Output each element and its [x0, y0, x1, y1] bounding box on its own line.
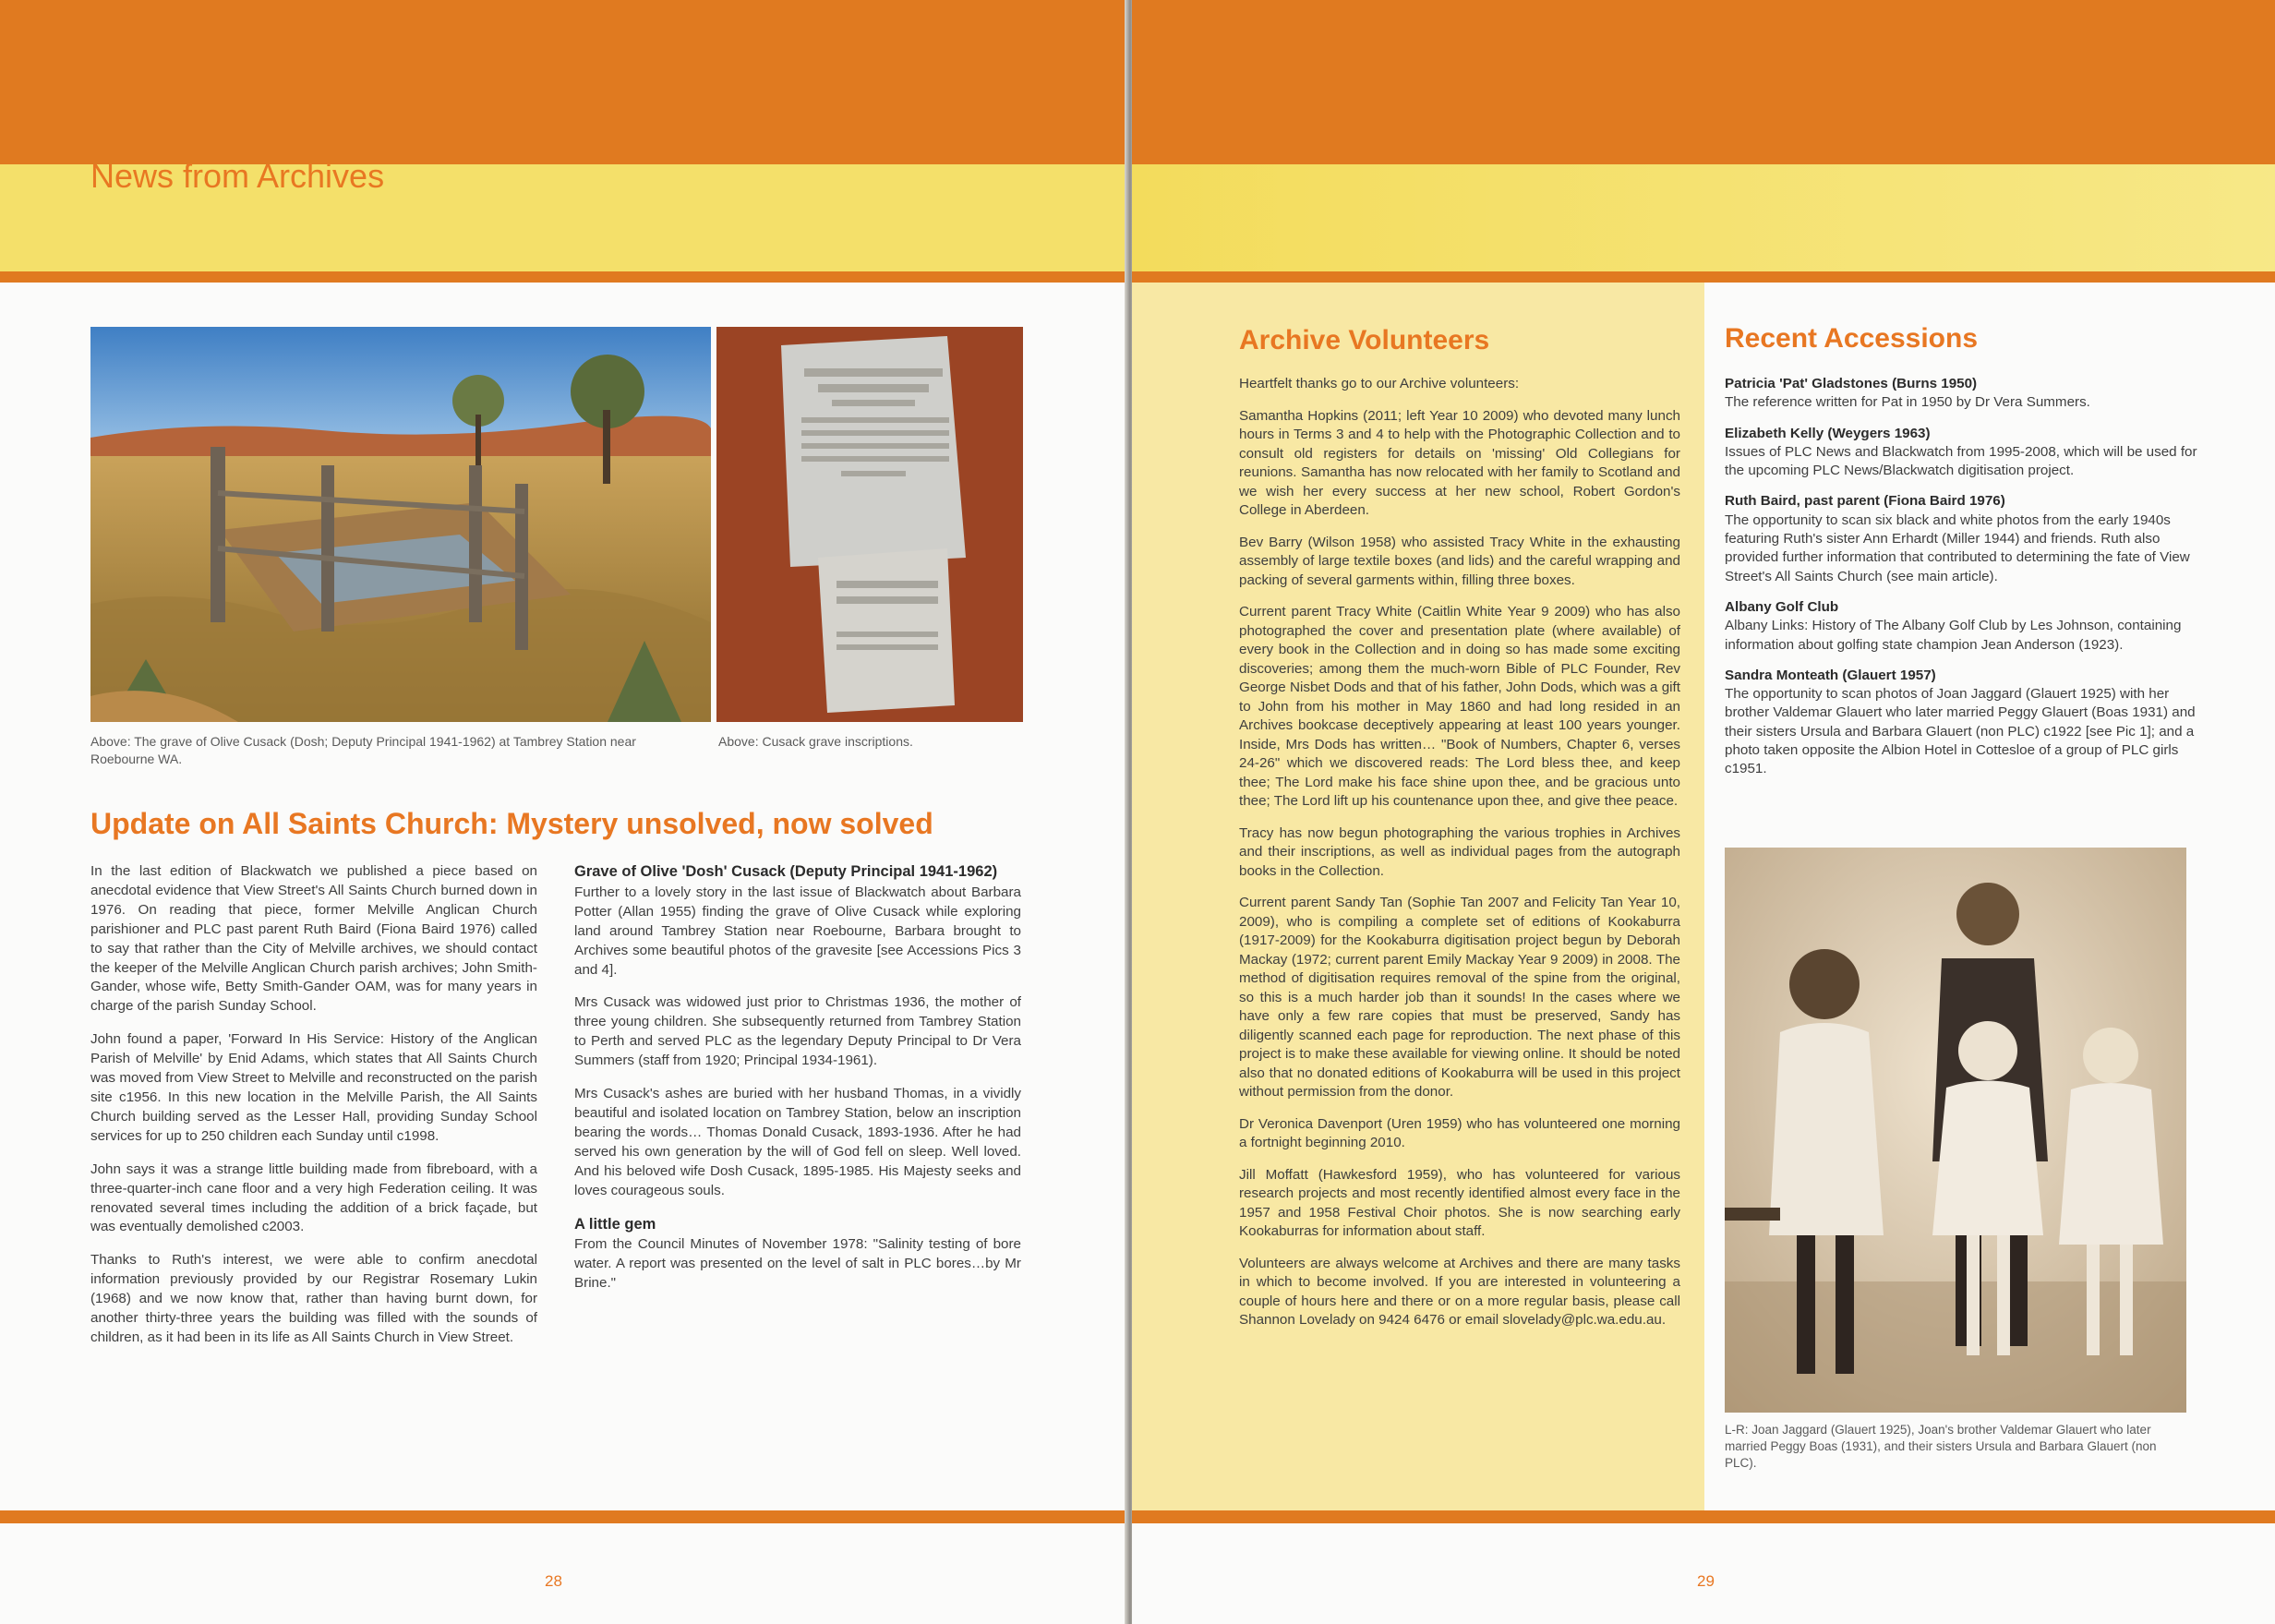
little-gem-heading: A little gem — [574, 1215, 656, 1233]
page-header-title: News from Archives — [90, 157, 385, 195]
volunteers-column — [1239, 375, 1680, 1343]
header-orange-band — [0, 0, 1128, 164]
accession-name: Ruth Baird, past parent (Fiona Baird 1976) — [1725, 493, 2005, 510]
accession-text: Albany Links: History of The Albany Golf Club by Les Johnson, containing information about golfing state champion Jean Anderson (1923). — [1725, 618, 2182, 653]
paragraph: In the last edition of Blackwatch we published a piece based on anecdotal evidence that View Street's All Saints Church burned down in 1976. On reading that piece, former Melville Anglican Church parishioner and PLC past parent Ruth Baird (Fiona Baird 1976) called to say that rather than the City of Melville archives, we should contact the keeper of the Melville Anglican Church parish archives; John Smith-Gander, whose wife, Betty Smith-Gander OAM, was for many years in charge of the parish Sunday School. — [90, 863, 537, 1015]
accession-name: Elizabeth Kelly (Weygers 1963) — [1725, 425, 1931, 441]
volunteer-entry: Current parent Tracy White (Caitlin White Year 9 2009) who has also photographed the cover and presentation plate (where available) of every book in the Collection and in doing so has made some exciting discoveries; among them the much-worn Bible of PLC Founder, Rev George Nisbet Dods and that of his father, John Dods, which was a gift to John from his mother in May 1860 and had long resided in an Archives bookcase deceptively appearing at least 100 years younger. Inside, Mrs Dods has written… "Book of Numbers, Chapter 6, verses 24-26" which we discovered reads: The Lord bless thee, and keep thee; The Lord make his face shine upon thee, and be gracious unto thee; The Lord lift up his countenance upon thee, and give thee peace. — [1239, 604, 1680, 809]
grave-inscription-photo — [716, 327, 1023, 722]
accession-name: Albany Golf Club — [1725, 598, 1839, 615]
volunteer-entry: Jill Moffatt (Hawkesford 1959), who has volunteered for various research projects and most recently identified almost every face in the 1957 and 1958 Festival Choir photos. She is now searching early Kookaburras for information about staff. — [1239, 1166, 1680, 1239]
section-title-all-saints: Update on All Saints Church: Mystery unsolved, now solved — [90, 807, 933, 840]
archive-volunteers-title: Archive Volunteers — [1239, 325, 1490, 355]
glauert-children-photo — [1725, 848, 2186, 1413]
accession-name: Patricia 'Pat' Gladstones (Burns 1950) — [1725, 376, 1978, 391]
footer-rule — [0, 1510, 1128, 1523]
volunteer-entry: Samantha Hopkins (2011; left Year 10 2009) who devoted many lunch hours in Terms 3 and 4 to help with the Photographic Collection and to consult old registers for details on 'missing' Old Collegians for reunions. Samantha has now relocated with her family to Scotland and we wish her every success at her new school, Robert Gordon's College in Aberdeen. — [1239, 407, 1680, 518]
accession-name: Sandra Monteath (Glauert 1957) — [1725, 667, 1936, 683]
glauert-photo-caption: L-R: Joan Jaggard (Glauert 1925), Joan's brother Valdemar Glauert who later married Peggy Boas (1931), and their sisters Ursula and Barbara Glauert (non PLC). — [1725, 1423, 2157, 1470]
accession-item — [1725, 667, 2205, 779]
right-page — [1132, 0, 2275, 1624]
grave-heading: Grave of Olive 'Dosh' Cusack (Deputy Principal 1941-1962) — [574, 863, 998, 880]
page-number: 29 — [1697, 1572, 1715, 1590]
paragraph: Further to a lovely story in the last issue of Blackwatch about Barbara Potter (Allan 1955) finding the grave of Olive Cusack while exploring land around Tambrey Station near Roebourne, Barbara brought to Archives some beautiful photos of the gravesite [see Accessions Pics 3 and 4]. — [574, 884, 1021, 978]
accession-item — [1725, 375, 2205, 413]
paragraph: Mrs Cusack's ashes are buried with her husband Thomas, in a vividly beautiful and isolated location on Tambrey Station, below an inscription bearing the words… Thomas Donald Cusack, 1893-1936. After he had served his own generation by the will of God fell on sleep. Well loved. And his beloved wife Dosh Cusack, 1895-1985. His Majesty seeks and loves courageous souls. — [574, 1086, 1021, 1198]
accession-text: The opportunity to scan photos of Joan Jaggard (Glauert 1925) with her brother Valdemar Glauert who later married Peggy Glauert (Boas 1931) and their sisters Ursula and Barbara Glauert (non PLC) c1922 [see Pic 1]; and a photo taken opposite the Albion Hotel in Cottesloe of a group of PLC girls c1951. — [1725, 686, 2196, 777]
header-rule — [0, 271, 1128, 283]
header-orange-band — [1132, 0, 2275, 164]
article-column-1 — [90, 862, 537, 1362]
accessions-column — [1725, 375, 2205, 791]
accession-item — [1725, 425, 2205, 481]
volunteer-entry: Dr Veronica Davenport (Uren 1959) who has volunteered one morning a fortnight beginning 2010. — [1239, 1115, 1680, 1150]
header-yellow-band — [1132, 164, 2275, 271]
left-page — [0, 0, 1128, 1624]
grave-landscape-photo — [90, 327, 711, 722]
volunteer-entry: Tracy has now begun photographing the various trophies in Archives and their inscriptions, as well as individual pages from the autograph books in the Collection. — [1239, 824, 1680, 879]
header-rule — [1132, 271, 2275, 283]
paragraph: John found a paper, 'Forward In His Service: History of the Anglican Parish of Melville' by Enid Adams, which states that All Saints Church was moved from View Street to Melville and reconstructed on the parish site c1956. In this new location in the Melville Parish, the All Saints Church building served as the Lesser Hall, providing Sunday School services for up to 250 children each Sunday until c1998. — [90, 1031, 537, 1144]
recent-accessions-title: Recent Accessions — [1725, 323, 1979, 354]
grave-landscape-caption: Above: The grave of Olive Cusack (Dosh; Deputy Principal 1941-1962) at Tambrey Station near Roebourne WA. — [90, 734, 636, 766]
footer-rule — [1132, 1510, 2275, 1523]
volunteer-entry: Volunteers are always welcome at Archives and there are many tasks in which to become involved. If you are interested in volunteering a couple of hours here and there or on a more regular basis, please call Shannon Lovelady on 9424 6476 or email slovelady@plc.wa.edu.au. — [1239, 1255, 1680, 1328]
accession-item — [1725, 492, 2205, 585]
accession-text: The reference written for Pat in 1950 by Dr Vera Summers. — [1725, 394, 2090, 411]
accession-text: The opportunity to scan six black and white photos from the early 1940s featuring Ruth's sister Ann Erhardt (Miller 1944) and friends. Ruth also provided further information that contributed to determining the fate of View Street's All Saints Church (see main article). — [1725, 511, 2190, 584]
paragraph: John says it was a strange little building made from fibreboard, with a three-quarter-inch cane floor and a very high Federation ceiling. It was renovated several times including the addition of a brick façade, but was eventually demolished c2003. — [90, 1161, 537, 1235]
grave-inscription-caption: Above: Cusack grave inscriptions. — [718, 734, 913, 749]
accession-text: Issues of PLC News and Blackwatch from 1995-2008, which will be used for the upcoming PLC News/Blackwatch digitisation project. — [1725, 443, 2197, 479]
page-number: 28 — [545, 1572, 562, 1590]
paragraph: Mrs Cusack was widowed just prior to Christmas 1936, the mother of three young children. She subsequently returned from Tambrey Station to Perth and served PLC as the legendary Deputy Principal to Dr Vera Summers (staff from 1920; Principal 1934-1961). — [574, 994, 1021, 1069]
volunteer-entry: Current parent Sandy Tan (Sophie Tan 2007 and Felicity Tan Year 10, 2009), who is compiling a complete set of editions of Kookaburra (1917-2009) for the Kookaburra digitisation project begun by Deborah Mackay (1972; current parent Emily Mackay Year 9 2009) in 2008. The method of digitisation requires removal of the spine from the original, so this is a much harder job than it sounds! In the cases where we have only a few rare copies that must be preserved, Sandy has diligently scanned each page for reproduction. The next phase of this project is to make these available for viewing online. It should be noted also that no donated editions of Kookaburra will be used in this project without permission from the donor. — [1239, 895, 1680, 1100]
accession-item — [1725, 598, 2205, 655]
volunteer-entry: Bev Barry (Wilson 1958) who assisted Tracy White in the exhausting assembly of large textile boxes (and lids) and the careful wrapping and packing of several garments within, filling three boxes. — [1239, 534, 1680, 588]
paragraph: Thanks to Ruth's interest, we were able to confirm anecdotal information previously provided by our Registrar Rosemary Lukin (1968) and we now know that, rather than having burnt down, for another thirty-three years the building was filled with the sounds of children, as it had been in its life as All Saints Church in View Street. — [90, 1252, 537, 1345]
paragraph: From the Council Minutes of November 1978: "Salinity testing of bore water. A report was presented on the level of salt in PLC bores…by Mr Brine." — [574, 1236, 1021, 1292]
volunteers-intro: Heartfelt thanks go to our Archive volunteers: — [1239, 376, 1520, 391]
article-column-2 — [574, 862, 1021, 1307]
